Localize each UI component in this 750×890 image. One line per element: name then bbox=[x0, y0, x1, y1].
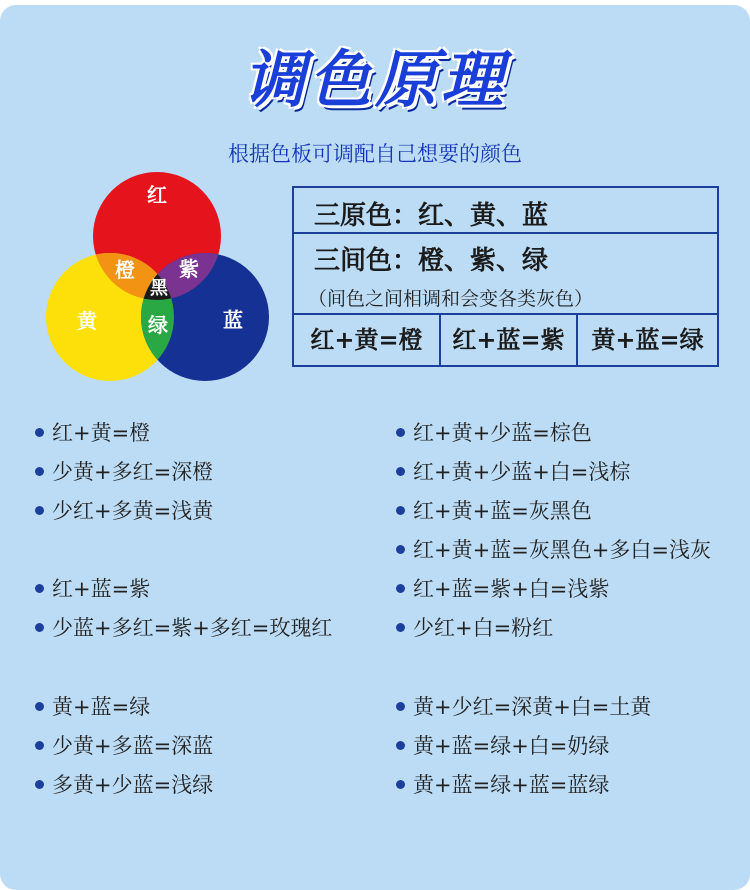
primary-colors-row bbox=[294, 188, 717, 234]
bullet-icon bbox=[396, 428, 405, 437]
secondary-colors-note: （间色之间相调和会变各类灰色） bbox=[308, 288, 594, 310]
page-subtitle: 根据色板可调配自己想要的颜色 bbox=[228, 142, 522, 166]
list-item: 红+黄+少蓝=棕色 bbox=[396, 417, 592, 449]
label-blue: 蓝 bbox=[223, 308, 243, 332]
secondary-colors-text: 三间色：橙、紫、绿 bbox=[314, 246, 549, 276]
list-item: 黄+少红=深黄+白=土黄 bbox=[396, 691, 651, 723]
bullet-icon bbox=[396, 780, 405, 789]
list-item: 红+黄+蓝=灰黑色+多白=浅灰 bbox=[396, 534, 711, 566]
mix-cell-orange: 红+黄=橙 bbox=[294, 315, 441, 365]
bullet-icon bbox=[396, 702, 405, 711]
page-title: 调色原理 bbox=[242, 43, 507, 116]
mix-cell-green: 黄+蓝=绿 bbox=[591, 326, 704, 354]
color-theory-table bbox=[292, 186, 719, 367]
list-item: 黄+蓝=绿+白=奶绿 bbox=[396, 730, 609, 762]
label-red: 红 bbox=[147, 183, 167, 207]
list-item: 少蓝+多红=紫+多红=玫瑰红 bbox=[35, 612, 332, 644]
label-green: 绿 bbox=[148, 313, 168, 337]
list-item: 少红+白=粉红 bbox=[396, 612, 553, 644]
list-item: 少红+多黄=浅黄 bbox=[35, 495, 213, 527]
mix-results-row bbox=[294, 315, 717, 365]
list-item: 少黄+多红=深橙 bbox=[35, 456, 213, 488]
bullet-icon bbox=[396, 741, 405, 750]
secondary-colors-row bbox=[294, 234, 717, 315]
list-item: 红+黄+蓝=灰黑色 bbox=[396, 495, 592, 527]
list-item: 红+蓝=紫 bbox=[35, 573, 150, 605]
bullet-icon bbox=[35, 623, 44, 632]
bullet-icon bbox=[35, 584, 44, 593]
bullet-icon bbox=[35, 467, 44, 476]
label-orange: 橙 bbox=[115, 258, 135, 282]
bullet-icon bbox=[35, 741, 44, 750]
list-item: 少黄+多蓝=深蓝 bbox=[35, 730, 213, 762]
bullet-icon bbox=[396, 623, 405, 632]
label-yellow: 黄 bbox=[77, 309, 97, 333]
list-item: 黄+蓝=绿+蓝=蓝绿 bbox=[396, 769, 609, 801]
list-item: 黄+蓝=绿 bbox=[35, 691, 150, 723]
bullet-icon bbox=[35, 506, 44, 515]
color-venn-diagram bbox=[45, 170, 275, 385]
primary-colors-text: 三原色：红、黄、蓝 bbox=[314, 201, 549, 231]
bullet-icon bbox=[396, 467, 405, 476]
bullet-icon bbox=[396, 584, 405, 593]
bullet-icon bbox=[35, 428, 44, 437]
bullet-icon bbox=[396, 506, 405, 515]
list-item: 红+蓝=紫+白=浅紫 bbox=[396, 573, 609, 605]
label-purple: 紫 bbox=[179, 257, 199, 281]
list-item: 多黄+少蓝=浅绿 bbox=[35, 769, 213, 801]
list-item: 红+黄+少蓝+白=浅棕 bbox=[396, 456, 630, 488]
bullet-icon bbox=[35, 702, 44, 711]
mix-cell-purple: 红+蓝=紫 bbox=[441, 315, 578, 365]
bullet-icon bbox=[35, 780, 44, 789]
bullet-icon bbox=[396, 545, 405, 554]
list-item: 红+黄=橙 bbox=[35, 417, 150, 449]
label-black: 黑 bbox=[150, 278, 168, 299]
